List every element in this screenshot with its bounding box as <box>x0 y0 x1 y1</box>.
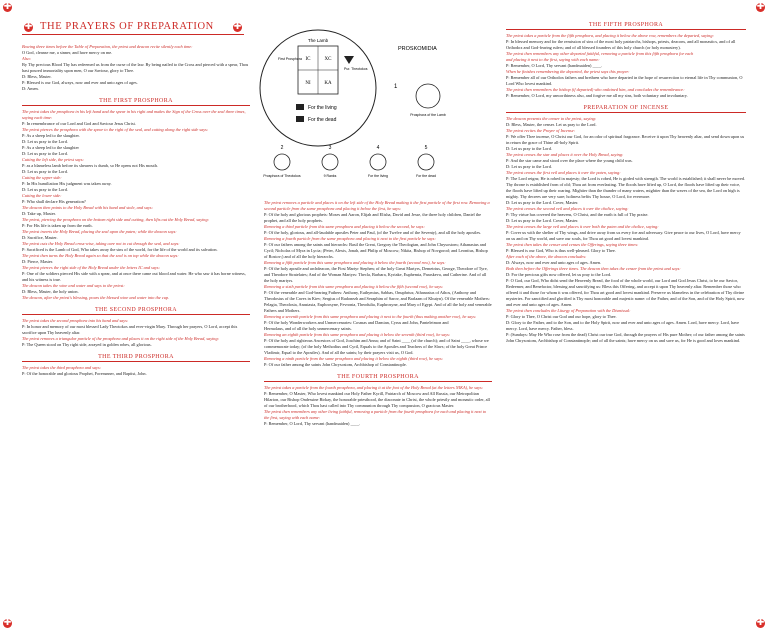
prosphora-living-icon <box>370 154 386 170</box>
prosphora-theotokos-icon <box>274 154 290 170</box>
rubric: The priest censes the second veil and places it over the chalice, saying: <box>506 206 629 211</box>
prayer-text: D: Let us pray to the Lord. <box>22 151 68 156</box>
cross-icon: ✚ <box>756 2 765 12</box>
rubric: The priest takes a particle from the fifth prosphora, and placing it below the above row, remembers the departed, saying: <box>506 33 714 38</box>
prayer-text: P: Thy virtue has covered the heavens, O Christ, and the earth is full of Thy praise. <box>506 212 649 217</box>
rubric: Removing a ninth particle from the same prosphora and placing it below the eighth (third row), he says: <box>264 356 444 361</box>
rubric: The priest cuts the Holy Bread cross-wise, taking care not to cut through the seal, and says: <box>22 241 180 246</box>
prayer-text: D: Let us pray to the Lord. <box>506 164 552 169</box>
prayer-text: P: Of the holy and glorious prophets: Moses and Aaron, Elijah and Elisha, David and Jesse, the three holy children, Daniel the prophet, and all the holy prophets. <box>264 212 482 223</box>
prayer-text: P: One of the soldiers pierced His side with a spear, and at once there came out blood and water. He who saw it has borne witness, and his witness is true. <box>22 271 246 282</box>
prayer-text: P: Glory to Thee, O Christ our God and our hope, glory to Thee. <box>506 314 617 319</box>
prayer-text: P: Blessed is our God, Who is thus well-pleased. Glory to Thee. <box>506 248 616 253</box>
proskomidia-label: PROSKOMIDIA <box>398 46 437 52</box>
title-row <box>22 22 244 35</box>
living-particle <box>296 104 304 110</box>
rubric: Removing a seventh particle from this same prosphora and placing it next to the fourth (thus making another row), he says: <box>264 314 477 319</box>
first-prosphora-label: First Prosphora <box>278 57 302 61</box>
rubric: Removing a sixth particle from this same prosphora and placing it below the fifth (second row), he says: <box>264 284 444 289</box>
rubric: Cutting the upper side: <box>22 175 62 180</box>
prayer-text: P: Blessed is our God, always, now and ever and unto ages of ages. <box>22 80 138 85</box>
prayer-text: P: The Lord reigns; He is robed in majesty; the Lord is robed, He is girded with strength. The world is established; it shall never be moved. Thy throne is established from of old; Thou art from everlasting. The floods have lifted up, O Lord, the floods have lifted up their voice, the floods have lifted up their roaring. Mightier than the thunder of many waters, mightier than the waves of the sea, the Lord on high is mighty. Thy decrees are very sure; holiness befits Thy house, O Lord, for evermore. <box>506 176 746 199</box>
prayer-text: D: Glory to the Father, and to the Son, and to the Holy Spirit, now and ever and unto ages of ages. Amen. Lord, have mercy. Lord, have mercy. Lord, have mercy. Father, bless. <box>506 320 740 331</box>
letter-ka: KA <box>324 81 332 86</box>
prayer-text: D: Let us pray to the Lord. <box>22 187 68 192</box>
prayer-text: P: O God, our God, Who didst send the Heavenly Bread, the food of the whole world, our Lord and God Jesus Christ, to be our Savior, Redeemer, and Benefactor, blessing and sanctifying us: Bless this Offering, and accept it upon Thy heavenly altar. Remember those who offered it and those for whom it was offered, for Thou art good and lovest mankind. Preserve us blameless in the celebration of Thy divine mysteries. For sanctified and glorified is Thy most honorable and majestic name: of the Father, and of the Son, and of the Holy Spirit, now and ever and unto ages of ages. Amen. <box>506 278 745 307</box>
theotokos-label: Pur. Theotokos <box>344 67 368 71</box>
prayer-text: P: The Queen stood on Thy right side, arrayed in golden robes, all glorious. <box>22 342 152 347</box>
marker-1: 1 <box>394 84 398 90</box>
column-right <box>506 22 746 624</box>
cross-icon: ✚ <box>233 22 242 32</box>
prayer-text: P: Of our fathers among the saints and hierarchs: Basil the Great, Gregory the Theologian, and John Chrysostom; Athanasius and Cyril; Nicholas of Myra in Lycia; (Peter, Alexis, Jonah, and Philip of Moscow; Nikita, Bishop of Novgorod; and Leontius, Bishop of Rostov;) and of all the holy hierarchs. <box>264 242 488 259</box>
prosphora-ranks-icon <box>322 154 338 170</box>
prayer-text: P: Of the honorable and glorious Prophet, Forerunner, and Baptist, John. <box>22 371 147 376</box>
rubric: The priest censes the first veil and places it over the paten, saying: <box>506 170 621 175</box>
letter-ni: NI <box>305 81 311 86</box>
prayer-text: P: Remember, O Master, Who lovest mankind our Holy Father Kyrill, Patriarch of Moscow and All Russia, our Metropolitan Hilarion, our Bishop Ondessine Birkay, the honorable priesthood, the diaconate in Christ, the whole priestly and monastic order, all of our brotherhood, which Thou hast called into Thy communion through Thy compassion, O gracious Master. <box>264 391 490 408</box>
prayer-text: D: Sacrifice, Master. <box>22 235 58 240</box>
lamb-label: The Lamb <box>307 38 329 43</box>
prayer-text: P: In His humiliation His judgment was taken away. <box>22 181 112 186</box>
marker-3: 3 <box>328 145 332 151</box>
rubric: Both then before the Offerings three times. The deacon then takes the censer from the priest and says: <box>506 266 681 271</box>
letter-xc: XC <box>324 57 332 62</box>
prayer-text: P: In remembrance of our Lord and God and Saviour Jesus Christ. <box>22 121 136 126</box>
prayer-text: D: Let us pray to the Lord. Cover, Master. <box>506 200 579 205</box>
rubric: The priest takes a particle from the fourth prosphora, and placing it at the foot of the Holy Bread (at the letters NIKA), he says: <box>264 385 484 390</box>
prosphora-dead-icon <box>418 154 434 170</box>
for-dead-label: For the dead <box>308 117 337 123</box>
rubric: Removing a third particle from this same prosphora and placing it below the second, he says: <box>264 224 425 229</box>
marker-5: 5 <box>424 145 428 151</box>
prayer-text: P: Of the holy apostle and archdeacon, the First Martyr Stephen; of the holy Great Martyrs, Demetrius, George, Theodore of Tyre, and Theodore Stratelates; And of the Woman Martyrs: Thecla, Barbara, Kyriake, Euphemia, Paraskeva, and Catherine. And of all the holy martyrs. <box>264 266 488 283</box>
prayer-text: P: Cover us with the shelter of Thy wings, and drive away from us every foe and adversary. Give peace to our lives, O Lord, have mercy on us and on Thy world, and save our souls, for Thou art good and lovest mankind. <box>506 230 741 241</box>
cross-icon: ✚ <box>24 22 33 32</box>
rubric: The priest pierces the prosphora with the spear to the right of the seal, and cutting along the right side says: <box>22 127 209 132</box>
prayer-text: D: Let us pray to the Lord. Cover, Master. <box>506 218 579 223</box>
rubric: The priest then remembers any other living faithful, removing a particle from the fourth prosphora for each and placing it next to the first, saying with each name: <box>264 409 487 420</box>
section-heading: THE SECOND PROSPHORA <box>22 307 250 315</box>
rubric: and placing it next to the first, saying with each name: <box>506 57 600 62</box>
prayer-text: Hermolaus, and of all the holy unmercenary saints. <box>264 326 352 331</box>
rubric: The priest, piercing the prosphora on the bottom right side and cutting, then lifts out the Holy Bread, saying: <box>22 217 210 222</box>
prayer-text: D: Amen. <box>22 86 39 91</box>
column-left <box>22 44 250 624</box>
rubric: The priest inverts the Holy Bread, placing the seal upon the paten; while the deacon says: <box>22 229 177 234</box>
prayer-text: P: For His life is taken up from the earth. <box>22 223 93 228</box>
prayer-text: P: As a sheep led to the slaughter. <box>22 133 80 138</box>
rubric: The deacon takes the wine and water and says to the priest: <box>22 283 125 288</box>
prayer-text: By Thy precious Blood Thy has redeemed us from the curse of the law. By being nailed to the Cross and pierced with a spear, Thou hast poured immortality upon men, O our Saviour, glory to Thee. <box>22 62 249 73</box>
cross-icon: ✚ <box>3 2 12 12</box>
living-small-label: For the living <box>367 174 389 178</box>
column-middle <box>264 200 492 624</box>
prayer-text: P: Of the holy and righteous Ancestors of God, Joachim and Anna; and of Saint ____ (of the church); and of Saint ____, whose we commemorate today; (of the holy Methodius and Cyril, Equals to the Apostles and Teachers of the Slavs; of the holy Great Prince Vladimir, Equal to the Apostles). And of all the saints; by their prayers visit us, O God. <box>264 338 489 355</box>
rubric: The priest then remembers the bishop (if departed) who ordained him, and concludes the remembrance: <box>506 87 685 92</box>
prayer-text: P: Who shall declare His generation? <box>22 199 86 204</box>
for-living-label: For the living <box>308 105 337 111</box>
cross-icon: ✚ <box>756 618 765 628</box>
rubric: The deacon presents the censer to the priest, saying: <box>506 116 597 121</box>
prayer-text: P: Of our father among the saints John Chrysostom, Archbishop of Constantinople. <box>264 362 407 367</box>
section-heading: THE FIFTH PROSPHORA <box>506 22 746 30</box>
marker-4: 4 <box>376 145 380 151</box>
rubric: The priest then turns the Holy Bread again so that the seal is on top while the deacon says: <box>22 253 179 258</box>
prayer-text: D: Let us pray to the Lord. <box>22 139 68 144</box>
prosphora-lamb-label: Prosphora of the Lamb <box>410 113 446 117</box>
prayer-text: D: Let us pray to the Lord. <box>506 146 552 151</box>
prayer-text: D: Bless, Master, the holy union. <box>22 289 79 294</box>
prayer-text: P: And the star came and stood over the place where the young child was. <box>506 158 633 163</box>
rubric: Cutting the lower side: <box>22 193 62 198</box>
rubric: Removing an eighth particle from this same prosphora and placing it below the seventh (third row), he says: <box>264 332 451 337</box>
section-heading: THE FOURTH PROSPHORA <box>264 374 492 382</box>
rubric: The priest then takes the censer and censes the Offerings, saying three times: <box>506 242 639 247</box>
rubric: The deacon then points to the Holy Bread with his hand and stole, and says: <box>22 205 154 210</box>
prayer-text: P: We offer Thee incense, O Christ our God, for an odor of spiritual fragrance. Receive it upon Thy heavenly altar, and send down upon us in return the grace of Thine all-holy Spirit. <box>506 134 745 145</box>
rubric: The priest takes the third prosphora and says: <box>22 365 102 370</box>
rubric: The priest removes a triangular particle of the prosphora and places it on the right side of the Holy Bread, saying: <box>22 336 220 341</box>
prayer-text: P: Remember, O Lord, Thy servant (handmaiden) ____. <box>264 421 361 426</box>
prayer-text: P: Remember, O Lord, Thy servant (handmaiden) ____. <box>506 63 603 68</box>
rubric: The priest takes the prosphora in his left hand and the spear in his right and makes the Sign of the Cross over the seal three times, saying each time: <box>22 109 246 120</box>
prayer-text: P: Of the holy, glorious, and all-laudable apostles Peter and Paul, (of the Twelve and of the Seventy), and all the holy apostles. <box>264 230 482 235</box>
ranks-label: 9 Ranks <box>323 174 337 178</box>
prayer-text: D: Pierce, Master. <box>22 259 54 264</box>
cross-icon: ✚ <box>3 618 12 628</box>
prayer-text: D: Bless, Master, the censer. Let us pray to the Lord. <box>506 122 597 127</box>
section-heading: PREPARATION OF INCENSE <box>506 105 746 113</box>
dead-small-label: For the dead <box>416 174 436 178</box>
prayer-text: D: For the precious gifts now offered, let us pray to the Lord. <box>506 272 612 277</box>
rubric: The priest recites the Prayer of Incense: <box>506 128 576 133</box>
prayer-text: P: As a sheep led to the slaughter <box>22 145 79 150</box>
section-heading: THE THIRD PROSPHORA <box>22 354 250 362</box>
section-heading: THE FIRST PROSPHORA <box>22 98 250 106</box>
rubric: After each of the above, the deacon concludes: <box>506 254 587 259</box>
dead-particle <box>296 116 304 122</box>
prayer-text: D: Let us pray to the Lord. <box>22 169 68 174</box>
rubric: When he finishes remembering the departed, the priest says this prayer: <box>506 69 630 74</box>
prayer-text: P: (Sundays: May He Who rose from the dead) Christ our true God, through the prayers of His pure Mother; of our father among the saints John Chrysostom, Archbishop of Constantinople; and of all the saints; have mercy on us and save us, for He is good and loves mankind. <box>506 332 745 343</box>
rubric: The priest then concludes the Liturgy of Preparation with the Dismissal: <box>506 308 631 313</box>
rubric: The priest censes the star and places it over the Holy Bread, saying: <box>506 152 624 157</box>
prayer-text: P: Of the venerable and God-bearing Fathers: Anthony, Euthymius, Sabbas, Onuphrius; Athanasius of Athos, (Anthony and Theodosius of the Caves in Kiev; Sergius of Radonezh and Seraphim of Sarov, and Barlaam of Khutyn). Of the venerable Mothers: Pelagia, Theodosia, Anastasia, Euphrosyne, Fevronia, Theodulia, Euphrosyne, and Mary of Egypt. And of all the holy and venerable Fathers and Mothers. <box>264 290 492 313</box>
prayer-text: P: Remember all of our Orthodox fathers and brethren who have departed in the hope of resurrection to eternal life in Thy communion, O Lord Who lovest mankind. <box>506 75 743 86</box>
rubric: The deacon, after the priest's blessing, pours the blessed wine and water into the cup. <box>22 295 170 300</box>
prayer-text: P: Of the holy Wonderworkers and Unmercenaries: Cosmas and Damian, Cyrus and John, Panteleimon and <box>264 320 449 325</box>
letter-ic: IC <box>305 57 311 62</box>
prayer-text: P: as a blameless lamb before its shearers is dumb, so He opens not His mouth. <box>22 163 158 168</box>
page-title: THE PRAYERS OF PREPARATION <box>40 21 214 32</box>
prayer-text: D: Bless, Master. <box>22 74 52 79</box>
rubric: Removing a fourth particle from the same prosphora and placing it next to the first particle he says: <box>264 236 436 241</box>
marker-2: 2 <box>280 145 284 151</box>
rubric: Removing a fifth particle from this same prosphora and placing it below the fourth (second row), he says: <box>264 260 446 265</box>
rubric: The priest pierces the right side of the Holy Bread under the letters IC and says: <box>22 265 160 270</box>
rubric: The priest censes the large veil and places it over both the paten and the chalice, saying: <box>506 224 659 229</box>
prosphora-lamb-icon <box>416 84 440 108</box>
prayer-text: D: Take up, Master. <box>22 211 56 216</box>
theotokos-particle <box>344 56 354 64</box>
proskomidia-diagram <box>258 16 498 186</box>
prayer-text: P: In blessed memory and for the remission of sins of the most holy patriarchs, bishops, priests, deacons, and all monastics, and of all Orthodox and God-fearing rulers; and of all blessed founders of this holy church (or holy monastery). <box>506 39 736 50</box>
prayer-text: O God, cleanse me, a sinner, and have mercy on me. <box>22 50 113 55</box>
prayer-text: P: Remember, O Lord, my unworthiness also, and forgive me all my sins, both voluntary and involuntary. <box>506 93 688 98</box>
prayer-text: P: In honor and memory of our most blessed Lady Theotokos and ever-virgin Mary. Through her prayers, O Lord, accept this sacrifice upon Thy heavenly altar. <box>22 324 238 335</box>
rubric: The priest removes a particle and places it on the left side of the Holy Bread making it the first particle of the first row. Removing a second particle from the same prosphora and placing it below the first, he says: <box>264 200 490 211</box>
rubric: The priest takes the second prosphora into his hand and says: <box>22 318 129 323</box>
rubric: Cutting the left side, the priest says: <box>22 157 84 162</box>
prosphora-theotokos-label: Prosphora of Theotokos <box>263 174 301 178</box>
rubric: The priest then remembers any other departed faithful, removing a particle from this fifth prosphora for each <box>506 51 694 56</box>
prayer-text: D: Always, now and ever and unto ages of ages. Amen. <box>506 260 602 265</box>
rubric: Also: <box>22 56 32 61</box>
prayer-text: P: Sacrificed is the Lamb of God, Who takes away the sins of the world, for the life of the world and its salvation. <box>22 247 218 252</box>
rubric: Bowing three times before the Table of Preparation, the priest and deacon recite silently each time: <box>22 44 193 49</box>
